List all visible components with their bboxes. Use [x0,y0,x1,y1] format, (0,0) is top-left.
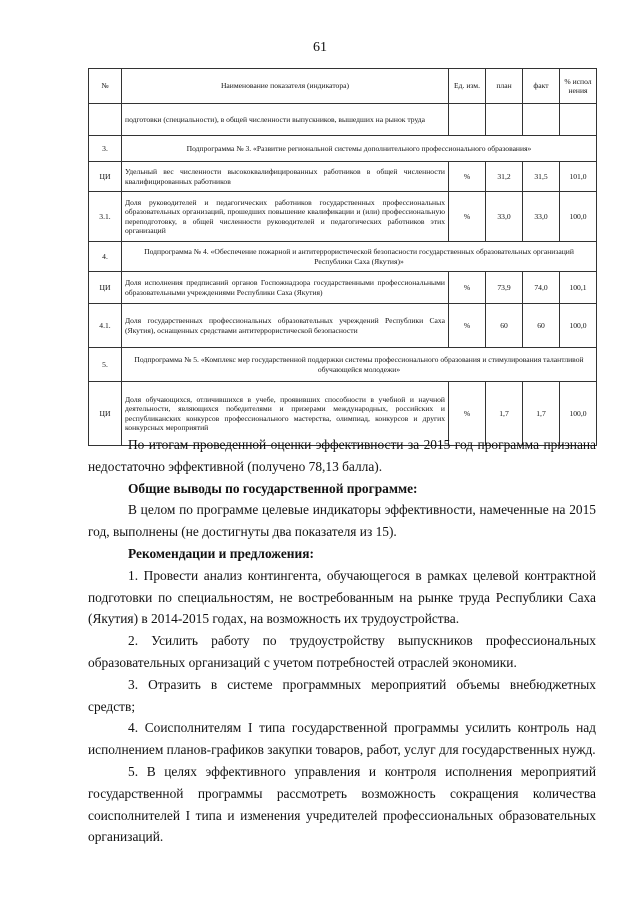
unit-cell: % [449,272,486,304]
header-name: Наименование показателя (индикатора) [122,69,449,104]
table-row [89,162,597,192]
fact-cell: 33,0 [523,192,560,242]
row-number [89,104,122,136]
table-row [89,272,597,304]
table-row [89,104,597,136]
table-row [89,304,597,348]
indicators-table [88,68,597,446]
subprogram-row [89,348,597,382]
indicator-name: Доля исполнения предписаний органов Госпожнадзора государственными профессиональными образовательными учреждениями Республики Саха (Якутия) [122,272,449,304]
header-plan: план [486,69,523,104]
table-header-row [89,69,597,104]
paragraph: 2. Усилить работу по трудоустройству выпускников профессиональных образовательных организаций с учетом потребностей отраслей экономики. [88,633,596,670]
subprogram-row [89,242,597,272]
row-number: ЦИ [89,382,122,446]
paragraph: В целом по программе целевые индикаторы эффективности, намеченные на 2015 год, выполнены (не достигнуты два показателя из 15). [88,502,596,540]
paragraph: 4. Соисполнителям I типа государственной программы усилить контроль над исполнением планов-графиков закупки товаров, работ, услуг для государственных нужд. [88,720,596,758]
unit-cell: % [449,382,486,446]
header-fact: факт [523,69,560,104]
paragraph: 3. Отразить в системе программных мероприятий объемы внебюджетных средств; [88,676,596,714]
subprogram-title: Подпрограмма № 4. «Обеспечение пожарной и антитеррористической безопасности государственных образовательных организаций Республики Саха (Якутия)» [122,242,597,272]
row-number: ЦИ [89,272,122,304]
row-number: 5. [89,348,122,382]
indicator-name: Доля руководителей и педагогических работников государственных профессиональных образовательных организаций, прошедших повышение квалификации и (или) профессиональную переподготовку, в общей численности руководителей и педагогических работников этих организаций [122,192,449,242]
percent-cell: 100,0 [560,382,597,446]
section-heading: Рекомендации и предложения: [128,545,314,561]
unit-cell: % [449,162,486,192]
percent-cell: 101,0 [560,162,597,192]
plan-cell [486,104,523,136]
indicator-name: подготовки (специальности), в общей численности выпускников, вышедших на рынок труда [122,104,449,136]
indicator-name: Удельный вес численности высококвалифицированных работников в общей численности квалифицированных работников [122,162,449,192]
fact-cell: 74,0 [523,272,560,304]
header-percent: % испол нения [560,69,597,104]
subprogram-title: Подпрограмма № 3. «Развитие региональной системы дополнительного профессионального образования» [122,136,597,162]
fact-cell [523,104,560,136]
row-number: 3.1. [89,192,122,242]
plan-cell: 1,7 [486,382,523,446]
row-number: 3. [89,136,122,162]
percent-cell: 100,1 [560,272,597,304]
page-number: 61 [313,40,327,55]
fact-cell: 1,7 [523,382,560,446]
unit-cell: % [449,192,486,242]
unit-cell: % [449,304,486,348]
header-unit: Ед. изм. [449,69,486,104]
indicator-name: Доля государственных профессиональных образовательных учреждений Республики Саха (Якутия), оснащенных средствами антитеррористической безопасности [122,304,449,348]
plan-cell: 31,2 [486,162,523,192]
fact-cell: 60 [523,304,560,348]
subprogram-row [89,136,597,162]
section-heading: Общие выводы по государственной программе: [128,480,418,496]
body-text [88,434,596,848]
percent-cell: 100,0 [560,304,597,348]
indicator-name: Доля обучающихся, отличившихся в учебе, проявивших способности в учебной и научной деятельности, являющихся победителями и призерами международных, российских и республиканских конкурсов профессионального мастерства, олимпиад, конкурсов и других конкурсных мероприятий [122,382,449,446]
paragraph: 5. В целях эффективного управления и контроля исполнения мероприятий государственной программы рассмотреть возможность сокращения количества соисполнителей I типа и изменения учредителей профессиональных образовательных организаций. [88,763,596,845]
paragraph: 1. Провести анализ контингента, обучающегося в рамках целевой контрактной подготовки по специальностям, не востребованным на рынке труда Республики Саха (Якутия) в 2014-2015 годах, на возможность их трудоустройства. [88,567,596,627]
table-body [89,104,597,446]
subprogram-title: Подпрограмма № 5. «Комплекс мер государственной поддержки системы профессионального образования и стимулирования талантливой обучающейся молодежи» [122,348,597,382]
plan-cell: 73,9 [486,272,523,304]
paragraph: По итогам проведенной оценки эффективности за 2015 год программа признана недостаточно эффективной (получено 78,13 балла). [88,437,596,474]
header-no: № [89,69,122,104]
plan-cell: 60 [486,304,523,348]
percent-cell: 100,0 [560,192,597,242]
plan-cell: 33,0 [486,192,523,242]
percent-cell [560,104,597,136]
row-number: ЦИ [89,162,122,192]
row-number: 4. [89,242,122,272]
fact-cell: 31,5 [523,162,560,192]
row-number: 4.1. [89,304,122,348]
table-row [89,192,597,242]
unit-cell [449,104,486,136]
